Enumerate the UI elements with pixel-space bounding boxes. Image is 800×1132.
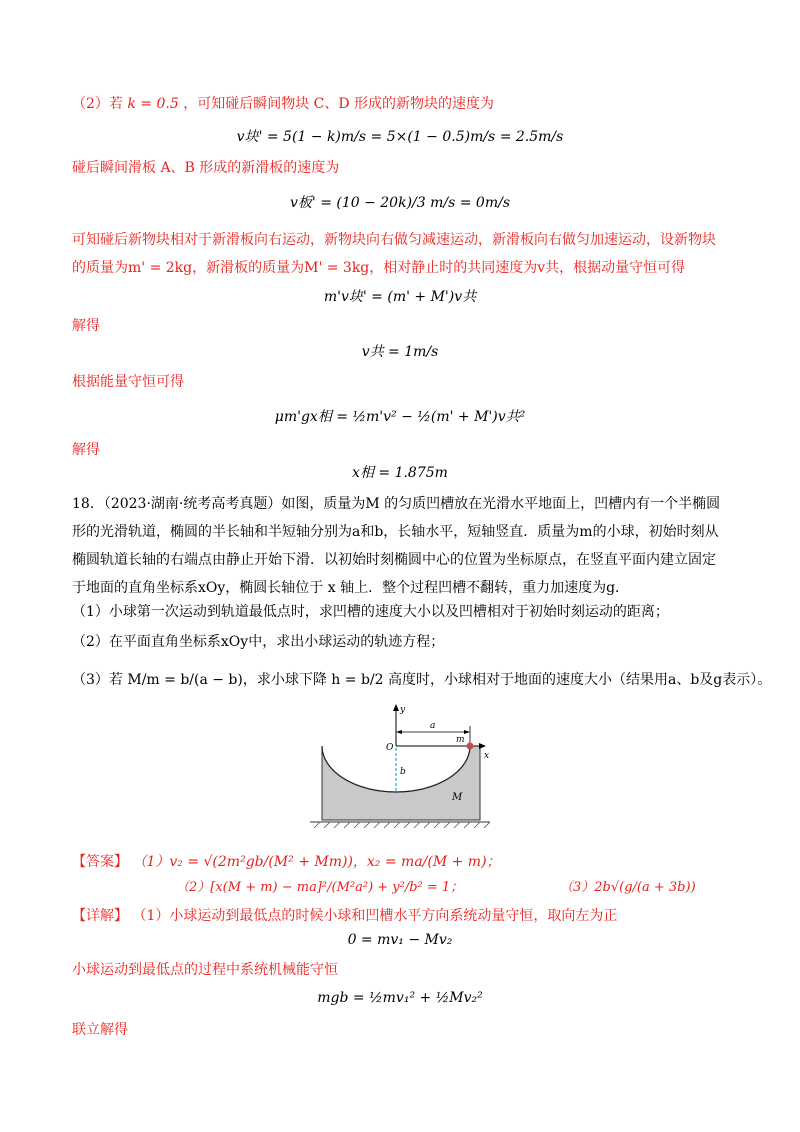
equation-common-velocity: v共 = 1m/s: [361, 344, 439, 360]
equation-relative-displacement: x相 = 1.875m: [352, 465, 448, 481]
text-solve-1: 解得: [72, 318, 100, 334]
text-energy: 根据能量守恒可得: [72, 374, 184, 390]
equation-block-velocity: v块' = 5(1 − k)m/s = 5×(1 − 0.5)m/s = 2.5m/s: [236, 129, 564, 145]
detail-text: （1）小球运动到最低点的时候小球和凹槽水平方向系统动量守恒，取向左为正: [132, 908, 618, 924]
answer-tag: 【答案】: [72, 854, 128, 870]
groove-figure: [310, 702, 490, 830]
part2-intro-cond: k = 0.5: [127, 96, 179, 112]
detail-tag: 【详解】: [72, 908, 128, 924]
text-momentum-setup: 可知碰后新物块相对于新滑板向右运动，新物块向右做匀减速运动，新滑板向右做匀加速运动，设新物块的质量为m' = 2kg，新滑板的质量为M' = 3kg，相对静止时的共同速度为v共，根据动量守恒可得: [72, 232, 716, 276]
answer-part1: （1）v₂ = √(2m²gb/(M² + Mm))，x₂ = ma/(M + m)；: [132, 854, 501, 870]
ball: [467, 743, 474, 750]
y-axis-arrow: [393, 704, 399, 711]
equation-momentum: m'v块' = (m' + M')v共: [323, 289, 477, 305]
problem-18-q2: （2）在平面直角坐标系xOy中，求出小球运动的轨迹方程；: [72, 634, 445, 650]
part2-intro-label: （2）若: [72, 96, 123, 112]
problem-18-text: 18．（2023·湖南·统考高考真题）如图，质量为M 的匀质凹槽放在光滑水平地面上，凹槽内有一个半椭圆形的光滑轨道，椭圆的半长轴和半短轴分别为a和b，长轴水平，短轴竖直．质量为m的小球，初始时刻从椭圆轨道长轴的右端点由静止开始下滑．以初始时刻椭圆中心的位置为坐标原点，在竖直平面内建立固定于地面的直角坐标系xOy，椭圆长轴位于 x 轴上．整个过程凹槽不翻转，重力加速度为g．: [72, 496, 721, 596]
b-label: b: [400, 767, 406, 777]
text-combine-solve: 联立解得: [72, 1022, 128, 1038]
m-label: m: [456, 735, 465, 745]
text-mechanical-energy: 小球运动到最低点的过程中系统机械能守恒: [72, 962, 338, 978]
ground-hatch: [314, 822, 490, 828]
groove-body: [322, 746, 480, 820]
M-label: M: [452, 792, 463, 803]
answer-line: [72, 850, 501, 874]
text-board-velocity: 碰后瞬间滑板 A、B 形成的新滑板的速度为: [72, 160, 340, 176]
y-label: y: [400, 705, 406, 715]
answer-part2: （2）[x(M + m) − ma]²/(M²a²) + y²/b² = 1；: [176, 880, 464, 895]
equation-energy: μm'gx相 = ½m'v² − ½(m' + M')v共²: [274, 409, 526, 425]
text-solve-2: 解得: [72, 442, 100, 458]
x-axis-arrow: [479, 743, 486, 749]
equation-momentum-horizontal: 0 = mv₁ − Mv₂: [347, 932, 453, 948]
equation-mechanical-energy: mgb = ½mv₁² + ½Mv₂²: [317, 990, 483, 1006]
detail-line: [72, 904, 617, 928]
equation-board-velocity: v板' = (10 − 20k)/3 m/s = 0m/s: [289, 195, 511, 211]
problem-18-q1: （1）小球第一次运动到轨道最低点时，求凹槽的速度大小以及凹槽相对于初始时刻运动的距离；: [72, 604, 669, 620]
a-label: a: [430, 721, 436, 731]
problem-18-q3: （3）若 M/m = b/(a − b)，求小球下降 h = b/2 高度时，小球相对于地面的速度大小（结果用a、b及g表示）。: [72, 672, 772, 688]
part2-intro-tail: ，可知碰后瞬间物块 C、D 形成的新物块的速度为: [183, 96, 495, 112]
answer-part3: （3）2b√(g/(a + 3b)): [560, 880, 696, 895]
origin-label: O: [386, 743, 394, 753]
part2-intro: [72, 92, 494, 116]
x-label: x: [484, 751, 490, 761]
